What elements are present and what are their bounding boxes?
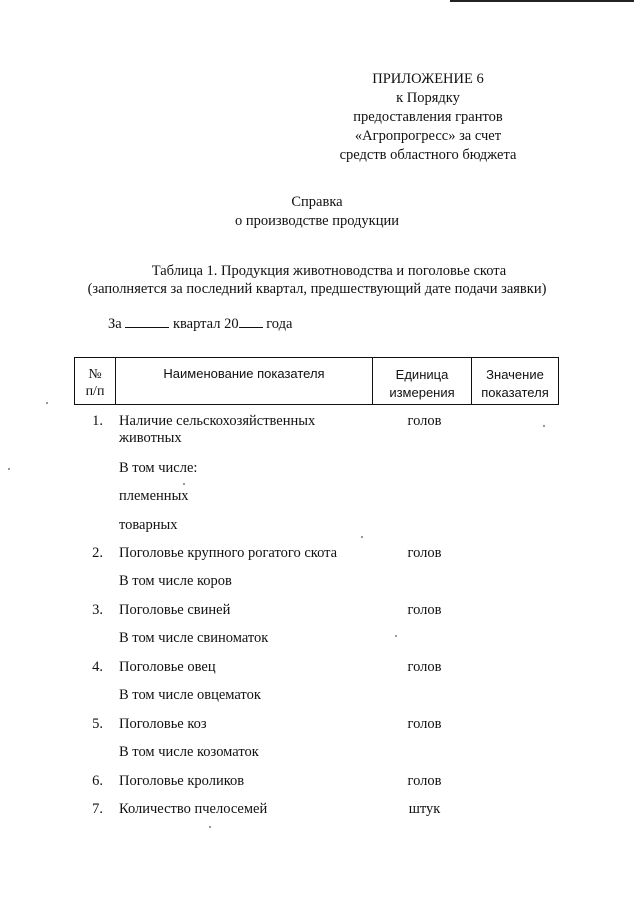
sub-row: В том числе козоматок: [119, 744, 259, 760]
document-title: [0, 193, 634, 231]
header-num: [75, 358, 116, 404]
scan-speck: [361, 536, 363, 538]
row-number: 6.: [92, 773, 103, 789]
header-value-l2: показателя: [481, 385, 549, 400]
title-line: Справка: [291, 194, 343, 210]
row-number: 4.: [92, 659, 103, 675]
row-unit: голов: [407, 545, 442, 561]
sub-row: В том числе свиноматок: [119, 630, 269, 646]
table-caption-title: Таблица 1. Продукция животноводства и поголовье скота: [151, 263, 507, 279]
header-num-l1: №: [88, 367, 102, 382]
row-number: 2.: [92, 545, 103, 561]
appendix-ref: предоставления грантов: [353, 109, 503, 125]
row-unit: голов: [407, 413, 442, 429]
header-name: [116, 358, 373, 404]
period-middle: квартал 20: [172, 316, 239, 332]
year-blank: [239, 315, 263, 328]
row-name: Поголовье коз: [119, 716, 207, 732]
row-unit: голов: [407, 602, 442, 618]
row-number: 3.: [92, 602, 103, 618]
appendix-number: ПРИЛОЖЕНИЕ 6: [372, 71, 484, 87]
row-name: Поголовье кроликов: [119, 773, 245, 789]
table-caption-note: (заполняется за последний квартал, предшествующий дате подачи заявки): [87, 281, 547, 297]
scan-speck: [8, 468, 10, 470]
header-unit-l1: Единица: [395, 367, 449, 382]
appendix-ref: к Порядку: [396, 90, 460, 106]
scan-speck: [395, 635, 397, 637]
row-unit: голов: [407, 659, 442, 675]
row-unit: голов: [407, 716, 442, 732]
quarter-blank: [125, 315, 169, 328]
scan-speck: [209, 826, 211, 828]
header-unit: [373, 358, 472, 404]
period-line: [108, 315, 292, 333]
period-suffix: года: [266, 316, 293, 332]
row-number: 5.: [92, 716, 103, 732]
header-value: [472, 358, 558, 404]
row-name-l2: животных: [119, 430, 182, 446]
row-name: Поголовье крупного рогатого скота: [119, 545, 338, 561]
row-name: [119, 413, 369, 447]
header-num-l2: п/п: [85, 384, 105, 399]
subtitle-line: о производстве продукции: [235, 213, 399, 229]
row-number: 1.: [92, 413, 103, 429]
table-header: [74, 357, 559, 405]
sub-row: товарных: [119, 517, 178, 533]
period-prefix: За: [108, 316, 122, 332]
scan-speck: [543, 425, 545, 427]
row-number: 7.: [92, 801, 103, 817]
header-name-text: Наименование показателя: [163, 366, 325, 381]
row-unit: штук: [408, 801, 441, 817]
row-unit: голов: [407, 773, 442, 789]
top-border-line: [450, 0, 634, 2]
sub-row: В том числе:: [119, 460, 198, 476]
sub-row: племенных: [119, 488, 189, 504]
table-caption: [0, 262, 634, 298]
appendix-ref: «Агропрогресс» за счет: [354, 128, 502, 144]
scan-speck: [183, 483, 185, 485]
appendix-header: [298, 70, 558, 165]
header-value-l1: Значение: [486, 367, 544, 382]
scan-speck: [46, 402, 48, 404]
appendix-ref: средств областного бюджета: [339, 147, 517, 163]
sub-row: В том числе овцематок: [119, 687, 261, 703]
header-unit-l2: измерения: [389, 385, 455, 400]
row-name: Поголовье свиней: [119, 602, 231, 618]
sub-row: В том числе коров: [119, 573, 232, 589]
row-name-l1: Наличие сельскохозяйственных: [119, 413, 316, 429]
row-name: Поголовье овец: [119, 659, 216, 675]
row-name: Количество пчелосемей: [119, 801, 268, 817]
